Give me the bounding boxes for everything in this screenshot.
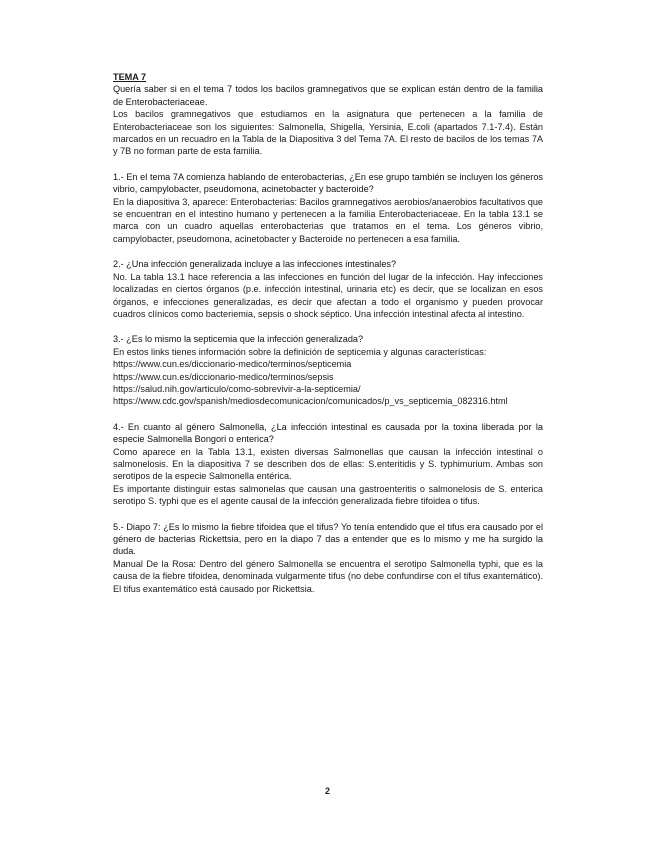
link-nih[interactable]: https://salud.nih.gov/articulo/como-sobrevivir-a-la-septicemia/ (113, 383, 361, 394)
answer-3: En estos links tienes información sobre la definición de septicemia y algunas características: (113, 346, 487, 357)
answer-2: No. La tabla 13.1 hace referencia a las infecciones en función del lugar de la infección. Hay infecciones localizadas en ciertos órganos (p.e. infección intestinal, urinaria etc) es decir, que se localizan en esos órganos, e infecciones generalizadas, es decir que afectan a todo el organismo y pueden provocar cuadros clínicos como bacteriemia, sepsis o shock séptico. Una infección intestinal afecta al intestino. (113, 271, 543, 319)
answer-1: En la diapositiva 3, aparece: Enterobacterias: Bacilos gramnegativos aerobios/anaerobios facultativos que se encuentran en el intestino humano y pertenecen a la familia Enterobacteriaceae. En la tabla 13.1 se marca con un cuadro aquellas enterobacterias que tratamos en el tema. Los géneros vibrio, campylobacter, pseudomona, acinetobacter y Bacteroide no pertenecen a esa familia. (113, 196, 543, 244)
page-title: TEMA 7 (113, 72, 147, 82)
intro-answer: Los bacilos gramnegativos que estudiamos en la asignatura que pertenecen a la familia de Enterobacteriaceae son los siguientes: Salmonella, Shigella, Yersinia, E.coli (apartados 7.1-7.4). Están marcados en un recuadro en la Tabla de la Diapositiva 3 del Tema 7A. El resto de bacilos de los temas 7A y 7B no forman parte de esta familia. (113, 109, 543, 157)
answer-4a: Como aparece en la Tabla 13.1, existen diversas Salmonellas que causan la infección intestinal o salmonelosis. En la diapositiva 7 se describen dos de ellas: S.enteritidis y S. typhimurium. Ambas son serotipos de la especie Salmonella entérica. (113, 446, 543, 482)
answer-5: Manual De la Rosa: Dentro del género Salmonella se encuentra el serotipo Salmonella typhi, que es la causa de la fiebre tifoidea, denominada vulgarmente tifus (no debe confundirse con el tifus exantemático). El tifus exantemático está causado por Rickettsia. (113, 558, 543, 594)
intro-question: Quería saber si en el tema 7 todos los bacilos gramnegativos que se explican están dentro de la familia de Enterobacteriaceae. (113, 84, 543, 107)
link-sepsis[interactable]: https://www.cun.es/diccionario-medico/terminos/sepsis (113, 371, 334, 382)
link-cdc[interactable]: https://www.cdc.gov/spanish/mediosdecomunicacion/comunicados/p_vs_septicemia_082316.html (113, 396, 508, 407)
question-3: 3.- ¿Es lo mismo la septicemia que la infección generalizada? (113, 334, 364, 345)
page-number: 2 (324, 786, 330, 796)
question-5: 5.- Diapo 7: ¿Es lo mismo la fiebre tifoidea que el tifus? Yo tenía entendido que el tifus era causado por el género de bacterias Rickettsia, pero en la diapo 7 das a entender que es lo mismo y me ha surgido la duda. (113, 521, 543, 557)
link-septicemia[interactable]: https://www.cun.es/diccionario-medico/terminos/septicemia (113, 359, 352, 370)
answer-4b: Es importante distinguir estas salmonelas que causan una gastroenteritis o salmonelosis de S. enterica serotipo S. typhi que es el agente causal de la infección generalizada fiebre tifoidea o tifus. (113, 483, 543, 507)
question-4: 4.- En cuanto al género Salmonella, ¿La infección intestinal es causada por la toxina liberada por la especie Salmonella Bongori o enterica? (113, 421, 543, 445)
document-body (113, 71, 543, 595)
question-2: 2.- ¿Una infección generalizada incluye a las infecciones intestinales? (113, 259, 397, 270)
question-1: 1.- En el tema 7A comienza hablando de enterobacterias, ¿En ese grupo también se incluyen los géneros vibrio, campylobacter, pseudomona, acinetobacter y bacteroide? (113, 171, 543, 195)
